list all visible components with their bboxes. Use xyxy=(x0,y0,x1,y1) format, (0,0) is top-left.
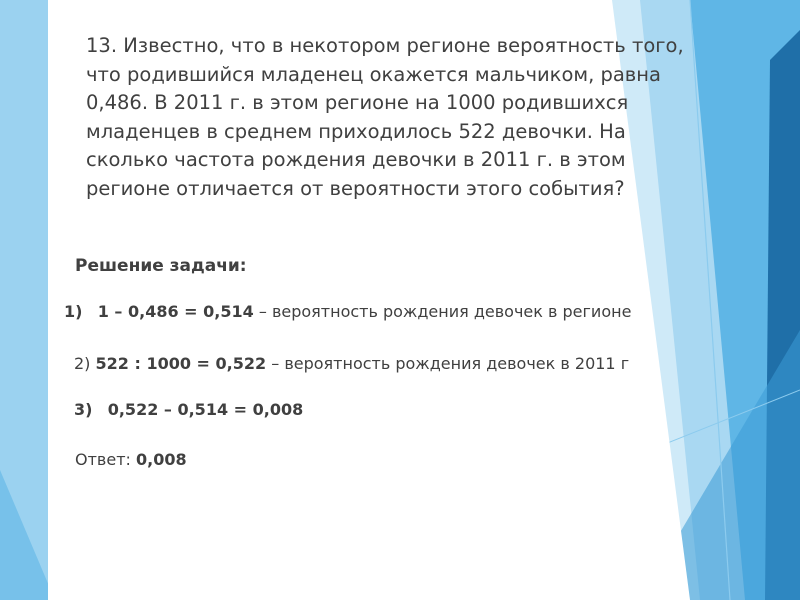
problem-line: 0,486. В 2011 г. в этом регионе на 1000 родившихся xyxy=(86,91,629,115)
problem-line: младенцев в среднем приходилось 522 девочки. На xyxy=(86,119,626,143)
step-description: – вероятность рождения девочек в регионе xyxy=(253,302,632,321)
step-number: 2) xyxy=(74,354,91,373)
step-formula: 522 : 1000 = 0,522 xyxy=(95,354,267,373)
step-number: 1) xyxy=(64,302,83,321)
step-number: 3) xyxy=(74,400,93,419)
step-description: – вероятность рождения девочек в 2011 г xyxy=(266,354,630,373)
problem-line: 13. Известно, что в некотором регионе вероятность того, xyxy=(86,34,684,57)
problem-line: сколько частота рождения девочки в 2011 г. в этом xyxy=(86,148,626,172)
answer-value: 0,008 xyxy=(135,450,187,469)
solution-heading: Решение задачи: xyxy=(75,256,247,276)
problem-text xyxy=(86,32,684,204)
answer xyxy=(75,450,187,469)
answer-label: Ответ: xyxy=(75,450,136,469)
problem-line: что родившийся младенец окажется мальчиком, равна xyxy=(86,62,662,86)
solution-step-2 xyxy=(74,354,629,373)
solution-step-3 xyxy=(74,400,303,419)
step-formula: 1 – 0,486 = 0,514 xyxy=(97,302,254,321)
step-formula: 0,522 – 0,514 = 0,008 xyxy=(107,400,304,419)
solution-step-1 xyxy=(64,302,631,321)
problem-line: регионе отличается от вероятности этого события? xyxy=(86,176,625,200)
